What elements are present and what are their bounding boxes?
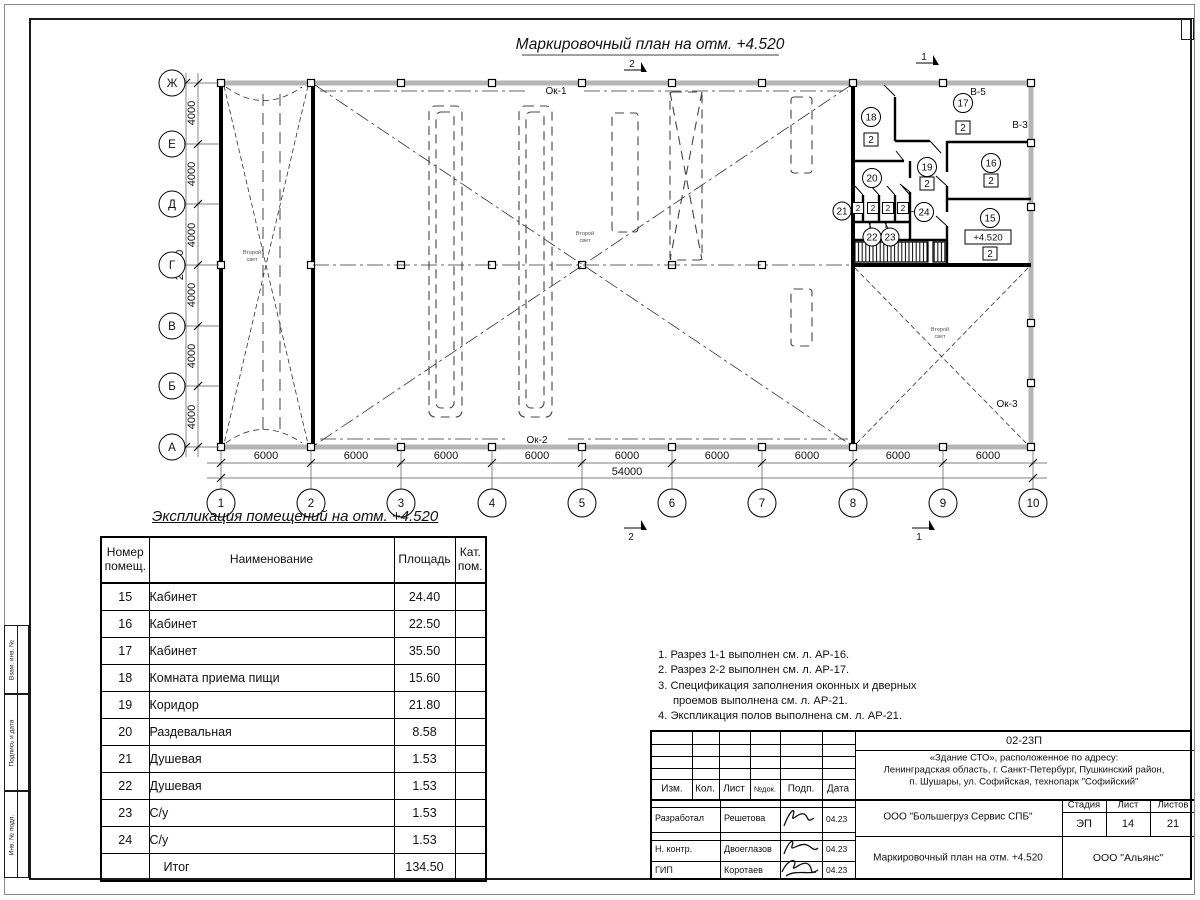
svg-text:2: 2: [960, 123, 966, 134]
level-mark: +4.520: [973, 232, 1003, 244]
sheet-value: 14: [1121, 818, 1135, 830]
svg-text:6000: 6000: [975, 450, 1001, 462]
svg-text:20: 20: [866, 173, 878, 185]
svg-text:6000: 6000: [253, 450, 279, 462]
rev-header-podp: Подп.: [787, 783, 815, 795]
side-stamp-label: Подпись и дата: [8, 719, 16, 766]
stage-value: ЭП: [1076, 818, 1092, 830]
side-stamp-label: Взам. инв. №: [8, 639, 16, 680]
svg-text:2: 2: [924, 179, 930, 190]
explication-table: [100, 536, 487, 882]
rev-header-data: Дата: [826, 783, 850, 795]
divider: [17, 626, 18, 693]
svg-text:4000: 4000: [186, 343, 198, 369]
svg-text:6000: 6000: [794, 450, 820, 462]
svg-text:2: 2: [870, 204, 876, 213]
svg-text:2: 2: [988, 176, 994, 187]
second-light-labels: [243, 230, 949, 340]
svg-text:17: 17: [957, 98, 969, 110]
side-stamp-inv: [4, 791, 29, 878]
svg-text:2: 2: [987, 249, 993, 260]
plan-title: [516, 36, 785, 55]
svg-text:54000: 54000: [611, 466, 643, 478]
room-marker-16: [982, 154, 1001, 188]
svg-text:Второй: Второй: [242, 250, 262, 256]
svg-text:6000: 6000: [343, 450, 369, 462]
drawing-name: Маркировочный план на отм. +4.520: [873, 852, 1043, 864]
role-date: 04.23: [826, 814, 848, 824]
svg-text:Г: Г: [168, 260, 176, 272]
svg-text:свет: свет: [934, 334, 946, 340]
role-name: Коротаев: [724, 865, 763, 875]
role-name: Решетова: [724, 813, 766, 823]
divider: [17, 792, 18, 877]
svg-text:6000: 6000: [614, 450, 640, 462]
contractor-company: ООО "Большегруз Сервис СПБ": [883, 811, 1033, 823]
svg-text:4000: 4000: [186, 222, 198, 248]
svg-text:6: 6: [668, 498, 676, 510]
sheets-label: Листов: [1157, 799, 1189, 811]
role-label: Н. контр.: [655, 844, 693, 854]
room-marker-23: [881, 223, 899, 246]
section-marker-2-top: [624, 59, 647, 72]
svg-text:А: А: [168, 442, 176, 454]
rev-header-list: Лист: [723, 783, 745, 795]
table-row: 15 Кабинет 24.40: [101, 583, 486, 611]
table-row: 23 С/у 1.53: [101, 800, 486, 827]
svg-text:2: 2: [629, 59, 635, 70]
col-header-cat: Кат. пом.: [455, 537, 486, 583]
role-label: Разработал: [655, 813, 704, 823]
svg-text:4000: 4000: [186, 282, 198, 308]
side-stamp-vzam: [4, 625, 29, 694]
svg-text:Второй: Второй: [575, 231, 595, 237]
window-label-ok1: Ок-1: [545, 86, 567, 97]
svg-text:1: 1: [217, 498, 225, 510]
table-row: 22 Душевая 1.53: [101, 773, 486, 800]
svg-text:2: 2: [868, 135, 874, 146]
svg-text:2: 2: [307, 498, 315, 510]
vent-label-v3: В-3: [1012, 120, 1028, 131]
project-address-line2: Ленинградская область, г. Санкт-Петербург, Пушкинский район,: [883, 764, 1165, 776]
table-row: 18 Комната приема пищи 15.60: [101, 665, 486, 692]
table-header-row: [101, 537, 486, 583]
project-address-line3: п. Шушары, ул. Софийская, технопарк "Софийский": [909, 776, 1139, 788]
svg-text:15: 15: [984, 213, 996, 225]
table-row: 17 Кабинет 35.50: [101, 638, 486, 665]
table-row: 20 Раздевальная 8.58: [101, 719, 486, 746]
room-marker-20: [863, 169, 882, 188]
svg-text:9: 9: [939, 498, 947, 510]
signature: [780, 804, 822, 832]
svg-text:21: 21: [836, 206, 848, 218]
note-line: 2. Разрез 2-2 выполнен см. л. АР-17.: [658, 664, 850, 677]
stage-label: Стадия: [1067, 799, 1101, 811]
vent-label-v5: В-5: [970, 87, 986, 98]
notes: [658, 648, 917, 724]
role-date: 04.23: [826, 844, 848, 854]
svg-text:Ж: Ж: [166, 78, 178, 90]
role-label: ГИП: [655, 865, 673, 875]
svg-text:свет: свет: [579, 238, 591, 244]
svg-text:1: 1: [916, 532, 922, 540]
svg-text:2: 2: [885, 204, 891, 213]
svg-text:10: 10: [1026, 498, 1040, 510]
project-address-line1: «Здание СТО», расположенное по адресу:: [929, 752, 1119, 764]
side-stamp-label: Инв. № подл.: [8, 814, 16, 855]
table-row: 21 Душевая 1.53: [101, 746, 486, 773]
table-row-total: Итог 134.50: [101, 854, 486, 882]
svg-text:6000: 6000: [433, 450, 459, 462]
doc-number: 02-23П: [1005, 735, 1043, 747]
stall-category-squares: [853, 203, 909, 214]
svg-text:4000: 4000: [186, 161, 198, 187]
table-row: 19 Коридор 21.80: [101, 692, 486, 719]
svg-text:Б: Б: [168, 381, 176, 393]
svg-text:8: 8: [849, 498, 857, 510]
table-row: 24 С/у 1.53: [101, 827, 486, 854]
role-name: Двоеглазов: [724, 844, 772, 854]
side-stamp-podpis: [4, 694, 29, 791]
svg-text:23: 23: [884, 232, 896, 244]
svg-text:24: 24: [918, 207, 930, 219]
svg-text:В: В: [168, 321, 176, 333]
dashed-openings: [429, 92, 812, 417]
svg-text:22: 22: [866, 232, 878, 244]
svg-text:6000: 6000: [524, 450, 550, 462]
rev-header-ndok: №док.: [754, 784, 776, 794]
svg-text:1: 1: [921, 52, 927, 63]
svg-text:2: 2: [855, 204, 861, 213]
room-marker-19: [918, 158, 937, 191]
svg-text:16: 16: [985, 158, 997, 170]
room-marker-15: [965, 209, 1011, 261]
svg-text:7: 7: [758, 498, 766, 510]
col-header-number: Номер помещ.: [101, 537, 149, 583]
svg-text:5: 5: [578, 498, 586, 510]
svg-text:4000: 4000: [186, 100, 198, 126]
svg-text:19: 19: [921, 162, 933, 174]
explication-title: Экспликация помещений на отм. +4.520: [152, 508, 439, 525]
rev-header-izm: Изм.: [661, 783, 683, 795]
window-label-ok2: Ок-2: [526, 435, 548, 446]
svg-text:6000: 6000: [704, 450, 730, 462]
rev-header-kol: Кол.: [695, 783, 715, 795]
sheets-value: 21: [1166, 818, 1180, 830]
col-header-name: Наименование: [149, 537, 394, 583]
svg-text:Е: Е: [168, 139, 176, 151]
section-marker-1-bottom: [912, 520, 935, 540]
section-marker-2-bottom: [624, 520, 647, 540]
signature: [778, 856, 824, 880]
table-row: 16 Кабинет 22.50: [101, 611, 486, 638]
svg-text:2: 2: [628, 532, 634, 540]
title-block: [650, 730, 1192, 880]
room-marker-17: [954, 94, 973, 135]
section-marker-1-top: [916, 52, 939, 65]
svg-text:Д: Д: [168, 199, 176, 211]
divider: [17, 695, 18, 790]
design-org: ООО "Альянс": [1092, 852, 1164, 864]
svg-text:6000: 6000: [885, 450, 911, 462]
svg-text:2: 2: [900, 204, 906, 213]
note-line: 3. Спецификация заполнения оконных и дверных: [658, 679, 917, 692]
room-markers: [833, 94, 1011, 261]
window-label-ok3: Ок-3: [996, 399, 1018, 410]
svg-text:свет: свет: [246, 257, 258, 263]
role-date: 04.23: [826, 865, 848, 875]
svg-text:3: 3: [397, 498, 405, 510]
svg-text:18: 18: [865, 112, 877, 124]
dimension-labels: [174, 98, 1003, 478]
svg-text:4: 4: [488, 498, 496, 510]
room-marker-18: [862, 108, 881, 147]
svg-text:4000: 4000: [186, 404, 198, 430]
col-header-area: Площадь: [394, 537, 455, 583]
room-marker-22: [863, 223, 881, 246]
note-line: проемов выполнена см. л. АР-21.: [673, 694, 848, 707]
note-line: 1. Разрез 1-1 выполнен см. л. АР-16.: [658, 649, 850, 661]
sheet-label: Лист: [1117, 799, 1139, 811]
svg-text:Маркировочный план на отм. +4.: Маркировочный план на отм. +4.520: [515, 36, 785, 53]
note-line: 4. Экспликация полов выполнена см. л. АР-21.: [658, 710, 902, 723]
svg-text:Второй: Второй: [930, 327, 950, 333]
